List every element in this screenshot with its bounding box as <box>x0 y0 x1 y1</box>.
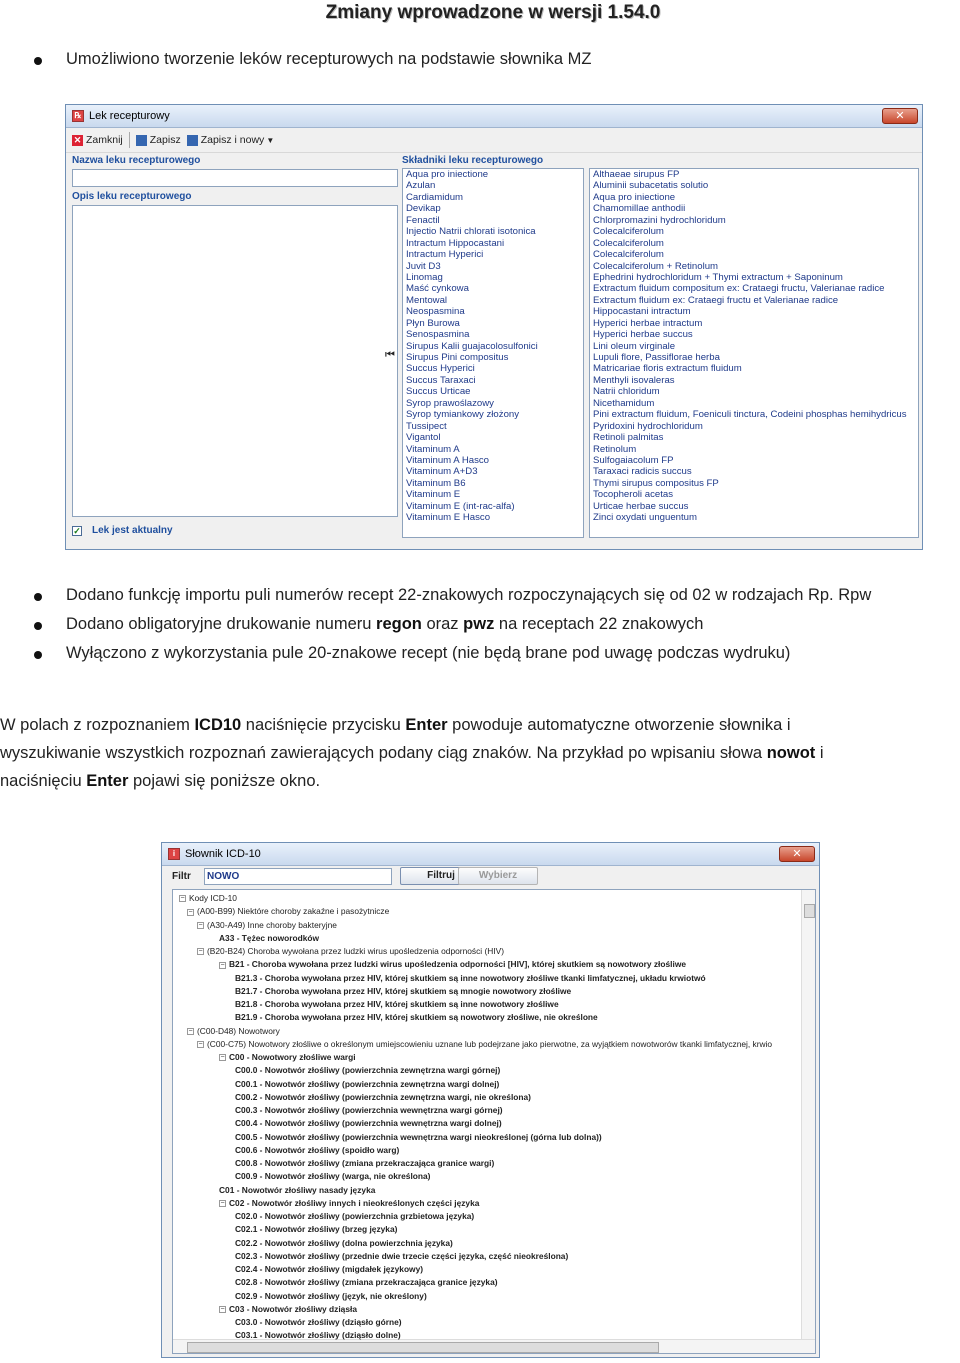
tree-node-label: B21.8 - Choroba wywołana przez HIV, której skutkiem są inne nowotwory złośliwe <box>235 999 559 1009</box>
list-item[interactable]: Menthyli isovaleras <box>593 374 675 386</box>
text-run: powoduje automatyczne otworzenie słownika i <box>447 716 791 734</box>
ingredients-list-left[interactable] <box>402 168 584 538</box>
collapse-icon[interactable]: − <box>220 1200 225 1208</box>
bold-run: regon <box>376 615 422 633</box>
tree-node[interactable] <box>197 919 337 932</box>
tree-node[interactable] <box>219 1184 375 1197</box>
tree-node-label: C02 - Nowotwór złośliwy innych i nieokreślonych części języka <box>229 1197 480 1208</box>
window-titlebar <box>66 105 922 128</box>
close-icon[interactable]: ✕ <box>882 108 918 124</box>
tree-node[interactable] <box>235 998 559 1011</box>
list-item[interactable]: Maść cynkowa <box>406 283 469 295</box>
list-item[interactable]: Azulan <box>406 180 436 192</box>
dropdown-arrow-icon[interactable]: ▼ <box>266 135 275 145</box>
tree-node[interactable] <box>235 972 706 985</box>
collapse-icon[interactable]: − <box>198 1041 203 1049</box>
list-item[interactable]: Vigantol <box>406 432 441 444</box>
tree-node-label: C02.0 - Nowotwór złośliwy (powierzchnia grzbietowa języka) <box>235 1211 475 1221</box>
list-item[interactable]: Natrii chloridum <box>593 386 660 398</box>
tree-node-label: C00.1 - Nowotwór złośliwy (powierzchnia zewnętrzna wargi dolnej) <box>235 1078 500 1089</box>
paragraph-line-2 <box>0 744 824 763</box>
list-item[interactable]: Injectio Natrii chlorati isotonica <box>406 226 536 238</box>
list-item[interactable]: Vitaminum B6 <box>406 477 466 489</box>
collapse-icon[interactable]: − <box>198 921 203 929</box>
collapse-icon[interactable]: − <box>220 1306 225 1314</box>
tree-node-label: C00.4 - Nowotwór złośliwy (powierzchnia wewnętrzna wargi dolnej) <box>235 1118 502 1129</box>
icd10-window <box>161 842 820 1358</box>
text-run: wyszukiwanie wszystkich rozpoznań zawierających podany ciąg znaków. Na przykład po wpisaniu słowa <box>0 744 767 762</box>
select-button[interactable]: Wybierz <box>458 867 538 885</box>
tree-node[interactable] <box>187 1025 280 1038</box>
list-item[interactable]: Retinoli palmitas <box>593 432 664 444</box>
list-item[interactable]: Vitaminum A+D3 <box>406 466 478 478</box>
list-item[interactable]: Extractum fluidum compositum ex: Crataegi fructu, Valerianae radice <box>593 283 885 295</box>
toolbar-separator <box>129 132 130 148</box>
tree-node-label: C00.2 - Nowotwór złośliwy (powierzchnia zewnętrzna wargi, nie określona) <box>235 1091 531 1102</box>
list-item[interactable]: Aqua pro iniectione <box>406 169 489 180</box>
tree-node-label: C00.3 - Nowotwór złośliwy (powierzchnia wewnętrzna wargi górnej) <box>235 1105 503 1115</box>
list-item[interactable]: Succus Urticae <box>406 386 471 398</box>
tree-node[interactable] <box>235 1078 499 1091</box>
scrollbar-thumb[interactable] <box>187 1342 659 1353</box>
window-titlebar <box>162 843 819 866</box>
bullet-text-2: Dodano funkcję importu puli numerów recept 22-znakowych rozpoczynających się od 02 w rodzajach Rp. Rpw <box>66 586 872 604</box>
bullet-dot <box>34 593 42 601</box>
tree-node[interactable] <box>219 958 686 971</box>
bullet-text-4: Wyłączono z wykorzystania pule 20-znakowe recept (nie będą brane pod uwagę podczas wydruku) <box>66 644 791 662</box>
tree-node[interactable] <box>235 1250 568 1263</box>
tree-node[interactable] <box>235 1237 453 1250</box>
name-input[interactable] <box>72 169 398 187</box>
list-item[interactable]: Vitaminum A Hasco <box>406 454 490 466</box>
tree-node-label: C00.6 - Nowotwór złośliwy (spoidło warg) <box>235 1144 400 1155</box>
bullet-dot <box>34 622 42 630</box>
list-item[interactable]: Hyperici herbae intractum <box>593 317 703 329</box>
bullet-dot <box>34 651 42 659</box>
scrollbar-thumb[interactable] <box>804 904 815 918</box>
floppy-icon <box>187 135 198 146</box>
list-item[interactable]: Intractum Hyperici <box>406 249 484 261</box>
tree-node[interactable] <box>235 1329 401 1342</box>
list-item[interactable]: Colecalciferolum + Retinolum <box>593 260 719 272</box>
tree-node-label: C00.9 - Nowotwór złośliwy (warga, nie określona) <box>235 1171 431 1182</box>
collapse-icon[interactable]: − <box>220 961 225 969</box>
tree-node[interactable] <box>197 945 504 958</box>
paragraph-line-1 <box>0 716 791 735</box>
save-button[interactable] <box>136 134 181 146</box>
list-item[interactable]: Vitaminum E <box>406 489 461 501</box>
list-item[interactable]: Colecalciferolum <box>593 226 664 238</box>
tree-node-label: (B20-B24) Choroba wywołana przez ludzki wirus upośledzenia odporności (HIV) <box>207 946 504 956</box>
ingredients-label: Składniki leku recepturowego <box>402 155 544 166</box>
description-label: Opis leku recepturowego <box>72 191 192 202</box>
list-item[interactable]: Colecalciferolum <box>593 237 664 249</box>
tree-node-label: C02.1 - Nowotwór złośliwy (brzeg języka) <box>235 1224 398 1235</box>
ingredients-list-right[interactable] <box>589 168 919 538</box>
bold-run: pwz <box>463 615 495 633</box>
tree-node-label: A33 - Tężec noworodków <box>219 932 320 943</box>
list-item[interactable]: Vitaminum E Hasco <box>406 512 491 524</box>
close-icon: ✕ <box>73 134 82 145</box>
list-item[interactable]: Nicethamidum <box>593 397 655 409</box>
bold-run: Enter <box>405 716 448 734</box>
name-label: Nazwa leku recepturowego <box>72 155 201 166</box>
lek-recepturowy-window <box>65 104 923 550</box>
tree-node[interactable] <box>235 1144 399 1157</box>
list-item[interactable]: Urticae herbae succus <box>593 500 689 512</box>
list-item[interactable]: Aluminii subacetatis solutio <box>593 180 709 192</box>
active-checkbox-row[interactable] <box>72 525 173 536</box>
active-label: Lek jest aktualny <box>92 525 173 536</box>
list-item[interactable]: Ephedrini hydrochloridum + Thymi extractum + Saponinum <box>593 271 843 283</box>
tree-node-label: C03 - Nowotwór złośliwy dziąsła <box>229 1303 357 1314</box>
list-item[interactable]: Syrop prawoślazowy <box>406 397 494 409</box>
tree-node-label: B21.9 - Choroba wywołana przez HIV, której skutkiem są nowotwory złośliwe, nie określone <box>235 1012 598 1023</box>
tree-node-label: C03.1 - Nowotwór złośliwy (dziąsło dolne) <box>235 1330 401 1341</box>
tree-node[interactable] <box>235 1316 402 1329</box>
list-item[interactable]: Hyperici herbae succus <box>593 329 693 341</box>
list-item[interactable]: Devikap <box>406 203 441 215</box>
tree-node[interactable] <box>235 1290 427 1303</box>
tree-node[interactable] <box>235 985 571 998</box>
tree-node-label: C03.0 - Nowotwór złośliwy (dziąsło górne) <box>235 1317 402 1327</box>
bullet-text-3 <box>66 615 703 634</box>
text-run: W polach z rozpoznaniem <box>0 716 195 734</box>
icd-tree[interactable] <box>172 889 816 1354</box>
tree-node-label: B21.3 - Choroba wywołana przez HIV, której skutkiem są inne nowotwory złośliwe tkanki limfatycznej, układu krwiotwó <box>235 972 706 983</box>
tree-node[interactable] <box>235 1276 498 1289</box>
tree-node[interactable] <box>197 1038 772 1051</box>
tree-node[interactable] <box>187 905 389 918</box>
text-run: Dodano obligatoryjne drukowanie numeru <box>66 615 377 633</box>
bold-run: ICD10 <box>194 716 242 734</box>
filter-label: Filtr <box>172 871 191 882</box>
tree-node[interactable] <box>235 1170 430 1183</box>
tree-node[interactable] <box>235 1011 598 1024</box>
text-run: na receptach 22 znakowych <box>494 615 704 633</box>
list-item[interactable]: Intractum Hippocastani <box>406 237 505 249</box>
floppy-icon <box>136 135 147 146</box>
tree-node[interactable] <box>235 1131 602 1144</box>
collapse-icon[interactable]: − <box>220 1054 225 1062</box>
active-checkbox[interactable]: ✓ <box>73 525 81 536</box>
collapse-icon[interactable]: − <box>188 1027 193 1035</box>
collapse-icon[interactable]: − <box>188 908 193 916</box>
text-run: naciśnięcie przycisku <box>241 716 406 734</box>
list-item[interactable]: Syrop tymiankowy złożony <box>406 409 520 421</box>
list-item[interactable]: Succus Taraxaci <box>406 374 476 386</box>
bullet-text-1: Umożliwiono tworzenie leków recepturowych na podstawie słownika MZ <box>66 50 592 68</box>
list-item[interactable]: Sulfogaiacolum FP <box>593 454 674 466</box>
description-textarea[interactable] <box>72 205 398 517</box>
tree-node-label: (A00-B99) Niektóre choroby zakaźne i pasożytnicze <box>197 906 390 917</box>
tree-node-label: C00.0 - Nowotwór złośliwy (powierzchnia zewnętrzna wargi górnej) <box>235 1065 501 1076</box>
list-item[interactable]: Colecalciferolum <box>593 249 664 261</box>
tree-node-label: B21.7 - Choroba wywołana przez HIV, której skutkiem są mnogie nowotwory złośliwe <box>235 985 572 996</box>
tree-node[interactable] <box>179 892 237 905</box>
list-item[interactable]: Pini extractum fluidum, Foeniculi tinctura, Codeini phosphas hemihydricus <box>593 409 907 421</box>
tree-node[interactable] <box>235 1064 500 1077</box>
tree-node-label: C00.8 - Nowotwór złośliwy (zmiana przekraczająca granice wargi) <box>235 1158 495 1168</box>
list-item[interactable]: Extractum fluidum ex: Crataegi fructu et Valerianae radice <box>593 294 839 306</box>
list-item[interactable]: Pyridoxini hydrochloridum <box>593 420 703 432</box>
list-item[interactable]: Succus Hyperici <box>406 363 475 375</box>
tree-node[interactable] <box>235 1117 502 1130</box>
bullet-dot <box>34 57 42 65</box>
vertical-scrollbar[interactable] <box>801 890 815 1340</box>
list-item[interactable]: Vitaminum E (int-rac-alfa) <box>406 500 515 512</box>
list-item[interactable]: Senospasmina <box>406 329 470 341</box>
tree-node-label: (C00-C75) Nowotwory złośliwe o określonym umiejscowieniu uznane lub podejrzane jako pierwotne, za wyjątkiem nowotworów tkanki limfatycznej, krwio <box>207 1038 773 1049</box>
bold-run: Enter <box>86 772 129 790</box>
move-left-icon[interactable]: ⏮ <box>385 349 395 361</box>
list-item[interactable]: Zinci oxydati unguentum <box>593 512 697 524</box>
tree-node[interactable] <box>219 1303 357 1316</box>
window-title: Lek recepturowy <box>89 110 170 122</box>
save-new-label: Zapisz i nowy <box>200 134 265 146</box>
collapse-icon[interactable]: − <box>198 948 203 956</box>
list-item[interactable]: Lupuli flore, Passiflorae herba <box>593 352 720 363</box>
app-icon: ℞ <box>72 110 84 122</box>
text-run: i <box>815 744 824 762</box>
save-label: Zapisz <box>149 134 181 146</box>
tree-node-label: B21 - Choroba wywołana przez ludzki wirus upośledzenia odporności [HIV], której skutkiem są nowotwory złośliwe <box>229 959 686 970</box>
list-item[interactable]: Chlorpromazini hydrochloridum <box>593 214 726 226</box>
list-item[interactable]: Thymi sirupus compositus FP <box>593 477 719 489</box>
tree-node-label: C02.4 - Nowotwór złośliwy (migdałek językowy) <box>235 1264 424 1274</box>
list-item[interactable]: Aqua pro iniectione <box>593 191 676 203</box>
list-item[interactable]: Płyn Burowa <box>406 317 460 329</box>
tree-node[interactable] <box>235 1091 531 1104</box>
list-item[interactable]: Lini oleum virginale <box>593 340 676 352</box>
close-button[interactable] <box>72 134 123 146</box>
list-item[interactable]: Tussipect <box>406 420 447 432</box>
list-item[interactable]: Neospasmina <box>406 306 465 318</box>
toolbar <box>66 128 922 153</box>
tree-node-label: C02.2 - Nowotwór złośliwy (dolna powierzchnia języka) <box>235 1237 453 1248</box>
list-item[interactable]: Althaeae sirupus FP <box>593 169 680 180</box>
list-item[interactable]: Sirupus Pini compositus <box>406 352 509 363</box>
list-item[interactable]: Tocopheroli acetas <box>593 489 673 501</box>
list-item[interactable]: Juvit D3 <box>406 260 441 272</box>
bold-run: nowot <box>766 744 816 762</box>
tree-node-label: (C00-D48) Nowotwory <box>197 1025 280 1036</box>
list-item[interactable]: Linomag <box>406 271 443 283</box>
paragraph-line-3 <box>0 772 320 791</box>
tree-node[interactable] <box>235 1263 423 1276</box>
filter-button[interactable]: Filtruj <box>400 867 482 885</box>
tree-node[interactable] <box>219 932 319 945</box>
tree-node-label: C02.9 - Nowotwór złośliwy (język, nie określony) <box>235 1290 427 1301</box>
tree-node[interactable] <box>219 1197 479 1210</box>
tree-node-label: C00.5 - Nowotwór złośliwy (powierzchnia wewnętrzna wargi nieokreślonej (górna lub dolna)) <box>235 1131 602 1142</box>
text-run: naciśnięciu <box>0 772 87 790</box>
list-item[interactable]: Vitaminum A <box>406 443 460 455</box>
tree-node-label: C00 - Nowotwory złośliwe wargi <box>229 1052 356 1062</box>
tree-node-label: (A30-A49) Inne choroby bakteryjne <box>207 919 337 930</box>
tree-node[interactable] <box>235 1104 503 1117</box>
list-item[interactable]: Retinolum <box>593 443 637 455</box>
list-item[interactable]: Hippocastani intractum <box>593 306 691 318</box>
text-run: oraz <box>421 615 464 633</box>
collapse-icon[interactable]: − <box>180 895 185 903</box>
filter-input[interactable] <box>204 868 392 885</box>
tree-node[interactable] <box>235 1210 474 1223</box>
list-item[interactable]: Mentowal <box>406 294 448 306</box>
app-icon: i <box>168 848 180 860</box>
tree-node-label: C02.3 - Nowotwór złośliwy (przednie dwie trzecie części języka, część nieokreślona) <box>235 1250 569 1261</box>
tree-node-label: Kody ICD-10 <box>189 893 237 903</box>
close-label: Zamknij <box>86 134 123 146</box>
list-item[interactable]: Fenactil <box>406 214 440 226</box>
page-heading: Zmiany wprowadzone w wersji 1.54.0 <box>325 2 661 23</box>
list-item[interactable]: Matricariae floris extractum fluidum <box>593 363 742 375</box>
list-item[interactable]: Cardiamidum <box>406 191 464 203</box>
window-title: Słownik ICD-10 <box>185 848 261 860</box>
list-item[interactable]: Sirupus Kalii guajacolosulfonici <box>406 340 538 352</box>
tree-node[interactable] <box>235 1223 397 1236</box>
tree-node-label: C01 - Nowotwór złośliwy nasady języka <box>219 1184 376 1195</box>
close-icon[interactable]: ✕ <box>779 846 815 862</box>
tree-node-label: C02.8 - Nowotwór złośliwy (zmiana przekraczająca granice języka) <box>235 1277 498 1288</box>
tree-node[interactable] <box>219 1051 356 1064</box>
list-item[interactable]: Chamomillae anthodii <box>593 203 686 215</box>
save-new-button[interactable] <box>187 134 275 146</box>
list-item[interactable]: Taraxaci radicis succus <box>593 466 692 478</box>
tree-node[interactable] <box>235 1157 494 1170</box>
text-run: pojawi się poniższe okno. <box>128 772 321 790</box>
